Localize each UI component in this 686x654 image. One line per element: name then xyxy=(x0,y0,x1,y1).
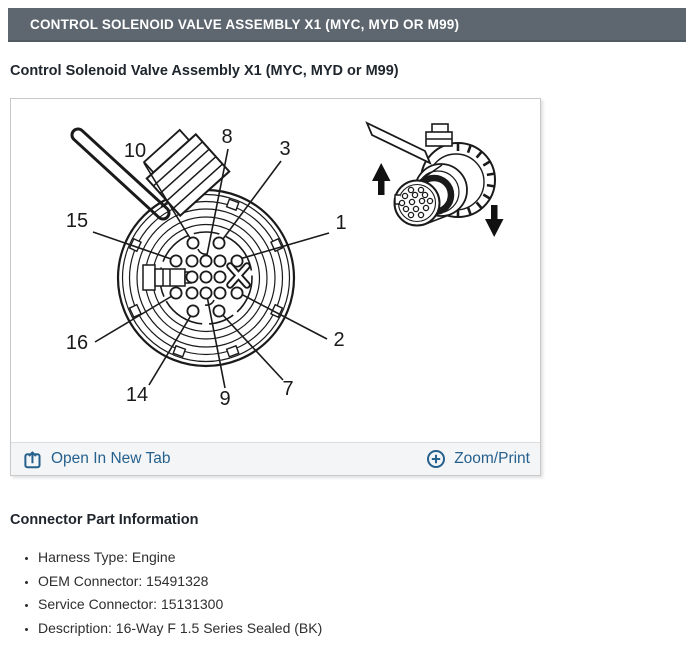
pin-callout-16: 16 xyxy=(65,332,89,354)
down-arrow-icon xyxy=(485,205,504,237)
pin-circle xyxy=(170,255,181,266)
figure-toolbar xyxy=(11,442,540,475)
up-arrow-icon xyxy=(372,163,391,195)
pin-circle xyxy=(186,255,197,266)
list-item-oem-connector: • OEM Connector: 15491328 xyxy=(38,570,322,594)
pin-callout-10: 10 xyxy=(123,140,147,162)
pin-circle xyxy=(213,237,224,248)
open-in-new-tab-icon xyxy=(24,450,43,469)
pin-circle xyxy=(231,255,242,266)
pin-circle xyxy=(214,287,225,298)
pin-circle xyxy=(186,271,197,282)
open-in-new-tab-label: Open In New Tab xyxy=(51,450,171,467)
pin-callout-15: 15 xyxy=(65,210,89,232)
connector-part-information-heading: Connector Part Information xyxy=(10,512,199,528)
section-header-bar[interactable]: CONTROL SOLENOID VALVE ASSEMBLY X1 (MYC, MYD OR M99) xyxy=(8,8,686,42)
page-title: Control Solenoid Valve Assembly X1 (MYC, MYD or M99) xyxy=(10,63,399,79)
pin-circle xyxy=(200,287,211,298)
list-item-harness-type: • Harness Type: Engine xyxy=(38,546,322,570)
pin-circle xyxy=(231,287,242,298)
left-lock-feature xyxy=(143,265,191,290)
open-in-new-tab-link[interactable] xyxy=(24,450,170,469)
mating-face xyxy=(395,181,440,226)
pin-callout-3: 3 xyxy=(279,138,291,160)
connector-part-info-list xyxy=(0,546,322,640)
pin-callout-2: 2 xyxy=(333,329,345,351)
pin-callout-7: 7 xyxy=(282,378,294,400)
zoom-print-label: Zoom/Print xyxy=(454,450,530,467)
pin-callout-8: 8 xyxy=(221,126,233,148)
top-latch xyxy=(426,124,452,146)
pin-circle xyxy=(214,255,225,266)
zoom-print-link[interactable] xyxy=(426,449,530,469)
pin-circle xyxy=(200,271,211,282)
list-item-service-connector: • Service Connector: 15131300 xyxy=(38,593,322,617)
connector-diagram xyxy=(11,99,540,442)
pin-callout-14: 14 xyxy=(125,384,149,406)
pin-circle xyxy=(187,305,198,316)
pin-callout-1: 1 xyxy=(335,212,347,234)
pin-circle xyxy=(213,305,224,316)
side-view xyxy=(367,123,504,237)
pin-circle xyxy=(186,287,197,298)
pin-circle xyxy=(200,255,211,266)
pin-callout-9: 9 xyxy=(219,388,231,410)
side-lever xyxy=(367,123,430,163)
connector-diagram-svg xyxy=(11,99,540,442)
connector-figure-box xyxy=(10,98,541,476)
pin-circle xyxy=(214,271,225,282)
list-item-description: • Description: 16-Way F 1.5 Series Sealed (BK) xyxy=(38,617,322,641)
pin-circle xyxy=(170,287,181,298)
zoom-plus-icon xyxy=(426,449,446,469)
right-keyway xyxy=(230,266,247,285)
pin-circle xyxy=(187,237,198,248)
